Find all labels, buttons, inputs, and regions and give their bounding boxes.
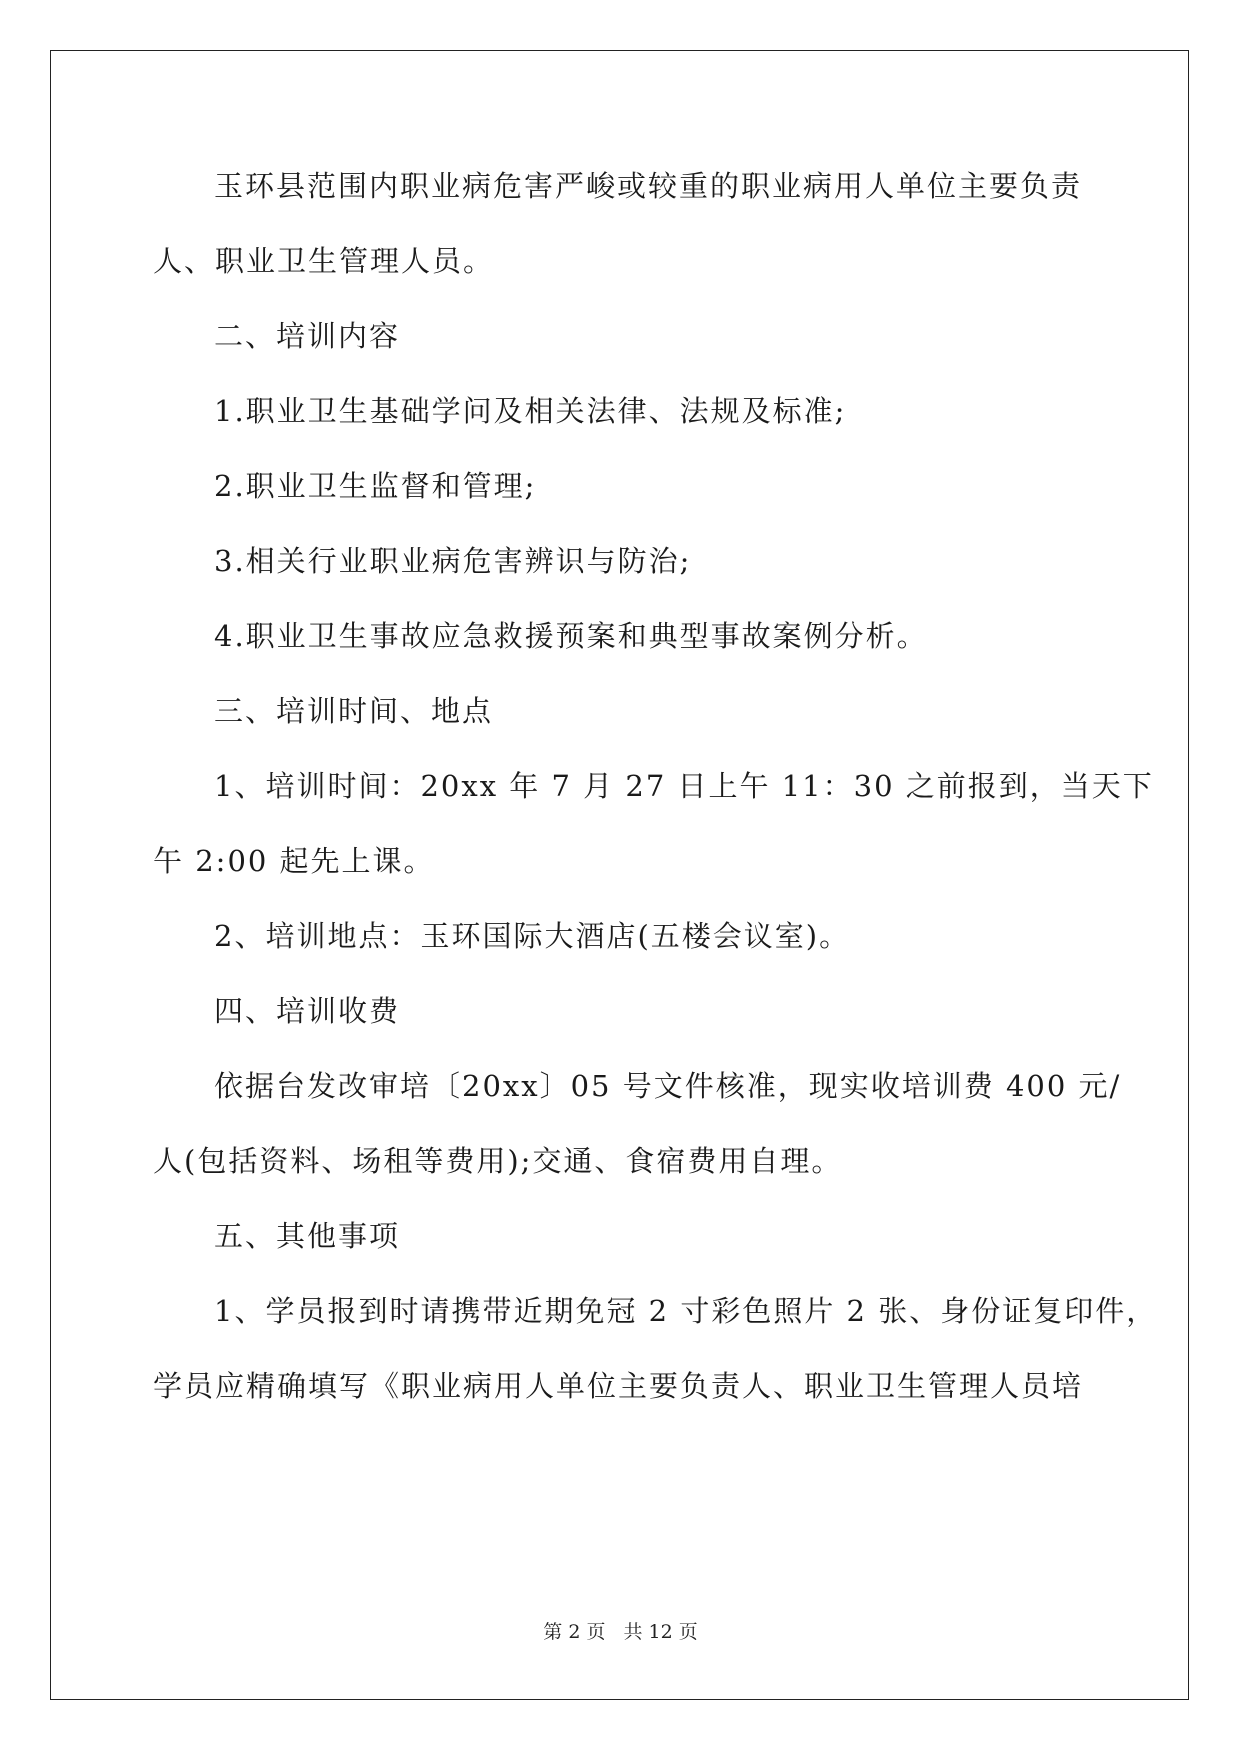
document-body: [153, 166, 1158, 1441]
list-item: 2.职业卫生监督和管理;: [214, 469, 537, 503]
text-line: 依据台发改审培〔20xx〕05 号文件核准，现实收培训费 400 元/: [214, 1069, 1122, 1103]
list-item: 3.相关行业职业病危害辨识与防治;: [214, 544, 692, 578]
page-number: 第 2 页: [543, 1621, 606, 1643]
text-line: 1、培训时间：20xx 年 7 月 27 日上午 11：30 之前报到，当天下: [214, 769, 1154, 803]
text-line: 人(包括资料、场租等费用);交通、食宿费用自理。: [153, 1144, 843, 1178]
section-heading: 四、培训收费: [214, 994, 401, 1028]
list-item: 1.职业卫生基础学问及相关法律、法规及标准;: [214, 394, 847, 428]
text-line: 2、培训地点：玉环国际大酒店(五楼会议室)。: [214, 919, 851, 953]
section-heading: 五、其他事项: [214, 1219, 401, 1253]
text-line: 玉环县范围内职业病危害严峻或较重的职业病用人单位主要负责: [214, 169, 1083, 203]
section-heading: 二、培训内容: [214, 319, 401, 353]
page-total: 共 12 页: [623, 1621, 698, 1643]
page-footer: [0, 1620, 1241, 1644]
text-line: 人、职业卫生管理人员。: [153, 244, 495, 278]
text-line: 学员应精确填写《职业病用人单位主要负责人、职业卫生管理人员培: [153, 1369, 1084, 1403]
section-heading: 三、培训时间、地点: [214, 694, 494, 728]
text-line: 1、学员报到时请携带近期免冠 2 寸彩色照片 2 张、身份证复印件，: [214, 1294, 1158, 1328]
list-item: 4.职业卫生事故应急救援预案和典型事故案例分析。: [214, 619, 928, 653]
text-line: 午 2:00 起先上课。: [153, 844, 435, 878]
